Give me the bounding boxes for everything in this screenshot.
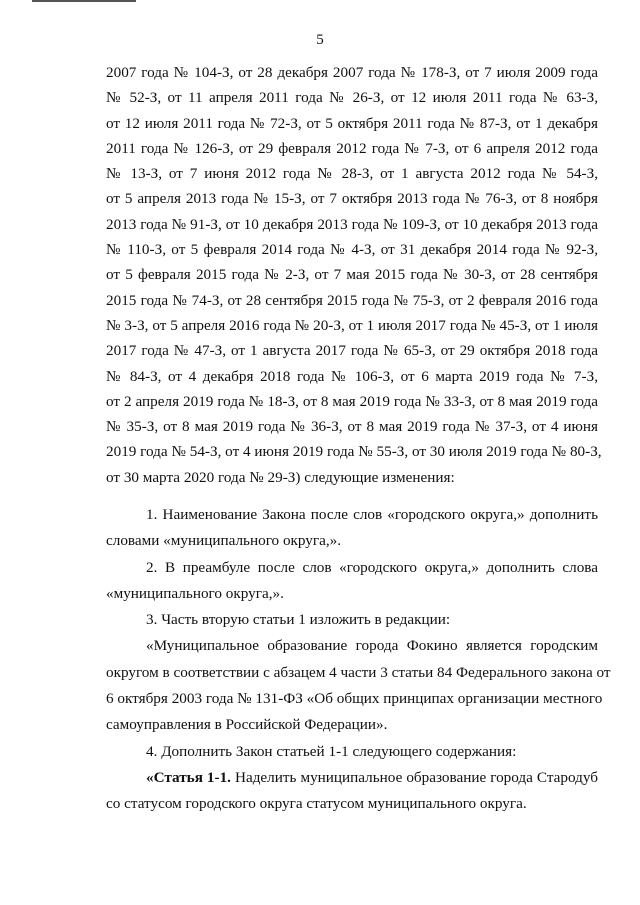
- article-line: [106, 765, 598, 791]
- paragraph-line: 2007 года № 104-З, от 28 декабря 2007 года № 178-З, от 7 июля 2009 года: [106, 64, 598, 81]
- paragraph-line: 2011 года № 126-З, от 29 февраля 2012 года № 7-З, от 6 апреля 2012 года: [106, 139, 598, 157]
- top-rule: [32, 0, 136, 2]
- article-line: со статусом городского округа статусом муниципального округа.: [106, 795, 527, 813]
- quoted-text: [106, 633, 611, 738]
- article-1-1: [106, 765, 598, 818]
- paragraph-line: 2019 года № 54-З, от 4 июня 2019 года № 55-З, от 30 июля 2019 года № 80-З,: [106, 443, 602, 461]
- article-open-quote: «: [146, 768, 154, 786]
- article-title: Статья 1-1.: [153, 768, 231, 786]
- item-1-line: 1. Наименование Закона после слов «городского округа,» дополнить: [146, 506, 598, 523]
- item-2: [106, 555, 598, 608]
- paragraph-line: № 35-З, от 8 мая 2019 года № 36-З, от 8 мая 2019 года № 37-З, от 4 июня: [106, 418, 598, 436]
- paragraph-line: № 3-З, от 5 апреля 2016 года № 20-З, от 1 июля 2017 года № 45-З, от 1 июля: [106, 316, 598, 334]
- item-3-line: 3. Часть вторую статьи 1 изложить в редакции:: [146, 611, 451, 629]
- quote-line: «Муниципальное образование города Фокино является городским: [146, 637, 598, 655]
- paragraph-line: № 13-З, от 7 июня 2012 года № 28-З, от 1 августа 2012 года № 54-З,: [106, 165, 598, 183]
- item-4: [106, 739, 598, 765]
- quote-line: 6 октября 2003 года № 131-ФЗ «Об общих принципах организации местного: [106, 690, 603, 708]
- paragraph-line: 2013 года № 91-З, от 10 декабря 2013 года № 109-З, от 10 декабря 2013 года: [106, 215, 598, 233]
- paragraph-line: от 30 марта 2020 года № 29-З) следующие изменения:: [106, 468, 455, 486]
- paragraph-line: 2017 года № 47-З, от 1 августа 2017 года № 65-З, от 29 октября 2018 года: [106, 342, 598, 360]
- paragraph-line: № 84-З, от 4 декабря 2018 года № 106-З, от 6 марта 2019 года № 7-З,: [106, 367, 598, 385]
- item-4-line: 4. Дополнить Закон статьей 1-1 следующего содержания:: [146, 742, 517, 760]
- item-2-line: «муниципального округа,».: [106, 584, 284, 602]
- paragraph-line: от 2 апреля 2019 года № 18-З, от 8 мая 2019 года № 33-З, от 8 мая 2019 года: [106, 392, 598, 410]
- article-text: Наделить муниципальное образование города Стародуб: [230, 768, 598, 786]
- paragraph-line: № 110-З, от 5 февраля 2014 года № 4-З, от 31 декабря 2014 года № 92-З,: [106, 241, 598, 259]
- item-2-line: 2. В преамбуле после слов «городского округа,» дополнить слова: [146, 558, 598, 576]
- item-1: [106, 502, 598, 555]
- amendments-paragraph: [106, 60, 602, 490]
- item-1-line: словами «муниципального округа,».: [106, 532, 342, 550]
- quote-line: округом в соответствии с абзацем 4 части 3 статьи 84 Федерального закона от: [106, 663, 611, 681]
- paragraph-line: от 12 июля 2011 года № 72-З, от 5 октября 2011 года № 87-З, от 1 декабря: [106, 114, 598, 132]
- page-number: 5: [316, 32, 324, 48]
- paragraph-line: от 5 февраля 2015 года № 2-З, от 7 мая 2015 года № 30-З, от 28 сентября: [106, 266, 598, 284]
- paragraph-line: от 5 апреля 2013 года № 15-З, от 7 октября 2013 года № 76-З, от 8 ноября: [106, 190, 598, 208]
- amendment-items: [106, 502, 611, 818]
- quote-line: самоуправления в Российской Федерации».: [106, 716, 388, 734]
- item-3: [106, 607, 598, 633]
- paragraph-line: 2015 года № 74-З, от 28 сентября 2015 года № 75-З, от 2 февраля 2016 года: [106, 291, 598, 309]
- paragraph-line: № 52-З, от 11 апреля 2011 года № 26-З, от 12 июля 2011 года № 63-З,: [106, 89, 598, 107]
